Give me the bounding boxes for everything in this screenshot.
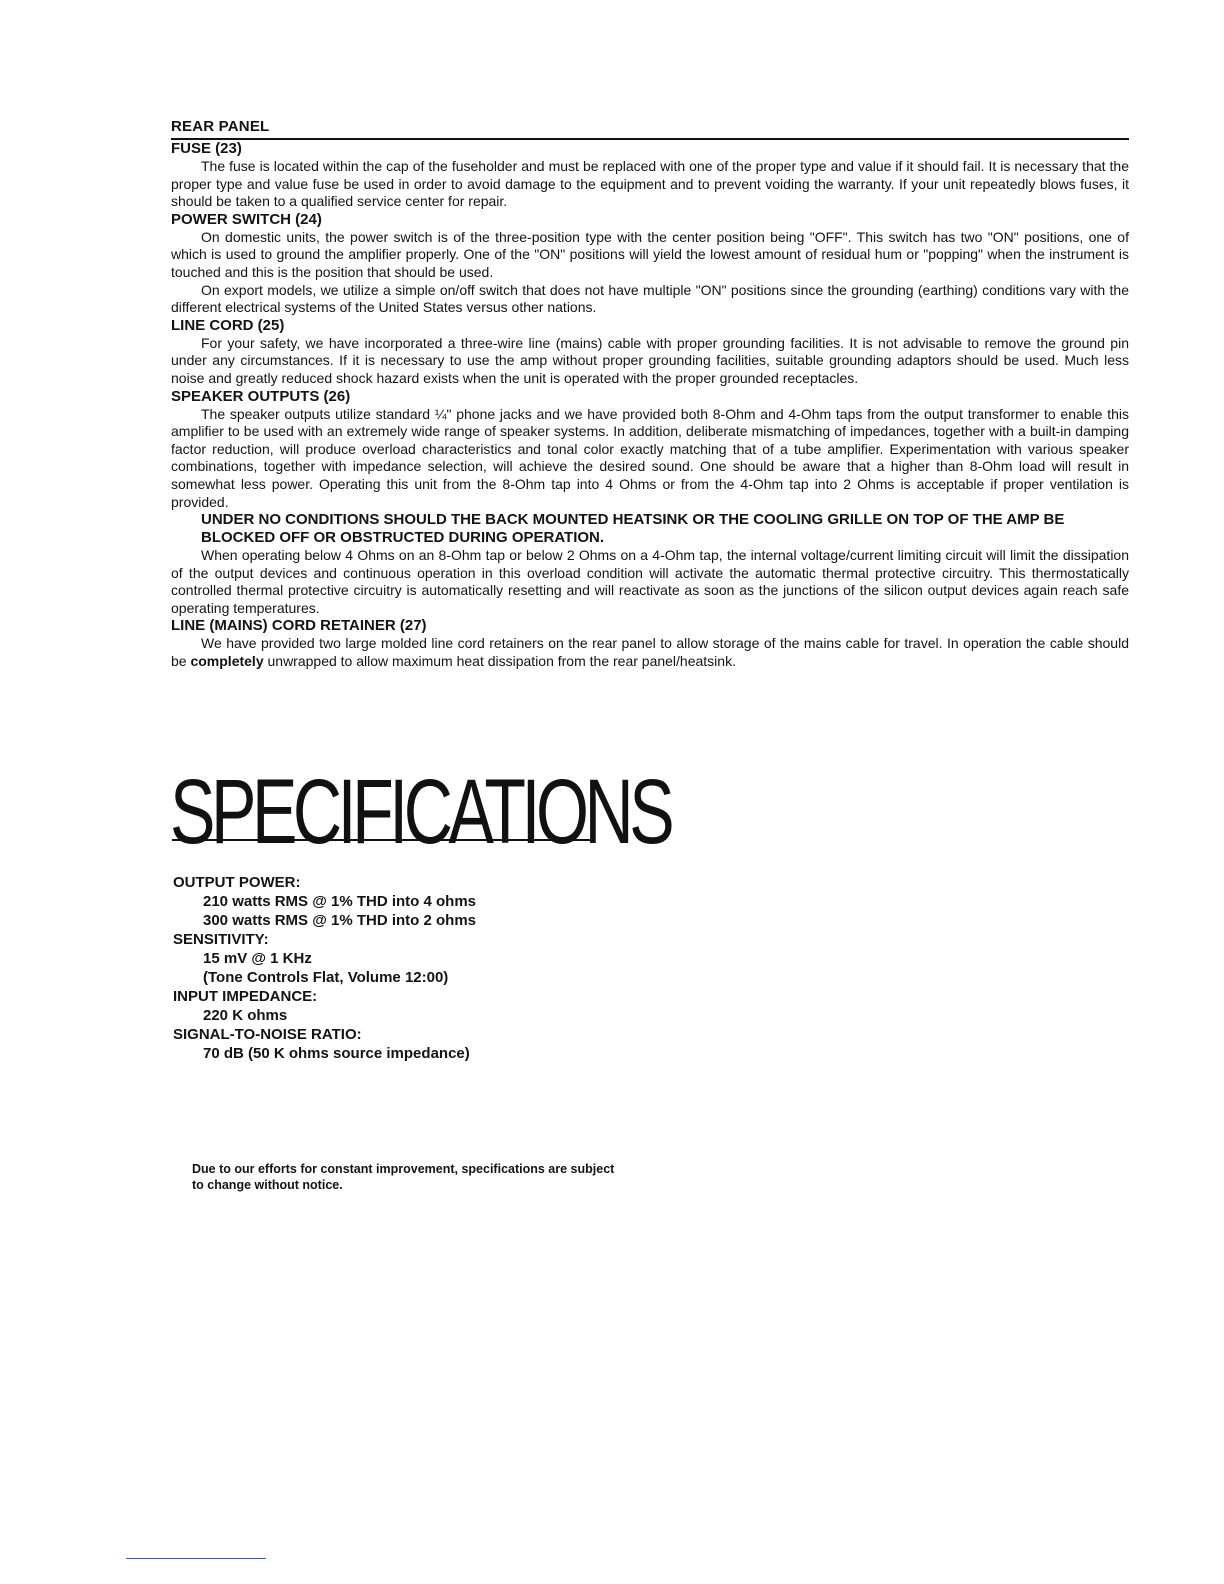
cord-retainer-text-start: We have provided two large molded line cord retainers on the rear panel to allow storage of the mains cable for travel. In operation the cable should be (171, 635, 1129, 670)
specifications-title: SPECIFICATIONS (170, 761, 671, 863)
speaker-outputs-paragraph-2: When operating below 4 Ohms on an 8-Ohm tap or below 2 Ohms on a 4-Ohm tap, the internal voltage/current limiting circuit will limit the dissipation of the output devices and continuous operation in this overload condition will activate the automatic thermal protective circuitry. This thermostatically controlled thermal protective circuitry is automatically resetting and will reactivate as soon as the junctions of the silicon output devices again reach safe operating temperatures. (171, 547, 1129, 616)
output-power-label: OUTPUT POWER: (173, 874, 301, 891)
sensitivity-value-1: 15 mV @ 1 KHz (203, 950, 312, 967)
specifications-rule (172, 839, 592, 841)
input-impedance-label: INPUT IMPEDANCE: (173, 988, 318, 1005)
fuse-heading: FUSE (23) (171, 140, 242, 157)
heatsink-warning: UNDER NO CONDITIONS SHOULD THE BACK MOUNTED HEATSINK OR THE COOLING GRILLE ON TOP OF THE AMP BE BLOCKED OFF OR OBSTRUCTED DURING OPERATION. (201, 511, 1065, 547)
line-cord-heading: LINE CORD (25) (171, 316, 285, 334)
power-switch-heading: POWER SWITCH (24) (171, 210, 322, 228)
specifications-list (173, 873, 673, 1063)
footer-rule (126, 1558, 266, 1559)
output-power-value-2: 300 watts RMS @ 1% THD into 2 ohms (203, 912, 477, 929)
snr-value: 70 dB (50 K ohms source impedance) (203, 1045, 470, 1062)
change-notice-line-2: to change without notice. (192, 1178, 343, 1192)
line-cord-paragraph: For your safety, we have incorporated a three-wire line (mains) cable with proper grounding facilities. It is not advisable to remove the ground pin under any circumstances. If it is necessary to use the amp without proper grounding facilities, suitable grounding adaptors should be used. Much less noise and greatly reduced shock hazard exists when the unit is operated with the proper grounded receptacles. (171, 334, 1129, 386)
cord-retainer-paragraph (171, 635, 1129, 670)
change-notice (192, 1161, 662, 1193)
cord-retainer-heading: LINE (MAINS) CORD RETAINER (27) (171, 617, 427, 635)
power-switch-paragraph-1: On domestic units, the power switch is of the three-position type with the center position being "OFF". This switch has two "ON" positions, one of which is used to ground the amplifier properly. One of the "ON" positions will yield the lowest amount of residual hum or "popping" when the instrument is touched and this is the position that should be used. (171, 228, 1129, 280)
output-power-value-1: 210 watts RMS @ 1% THD into 4 ohms (203, 893, 477, 910)
cord-retainer-text-end: unwrapped to allow maximum heat dissipation from the rear panel/heatsink. (263, 653, 736, 670)
sensitivity-label: SENSITIVITY: (173, 931, 269, 948)
section-heading-rear-panel: REAR PANEL (171, 118, 270, 135)
fuse-paragraph: The fuse is located within the cap of the fuseholder and must be replaced with one of the proper type and value if it should fail. It is necessary that the proper type and value fuse be used in order to avoid damage to the equipment and to prevent voiding the warranty. If your unit repeatedly blows fuses, it should be taken to a qualified service center for repair. (171, 158, 1129, 210)
speaker-outputs-heading: SPEAKER OUTPUTS (26) (171, 387, 351, 405)
change-notice-line-1: Due to our efforts for constant improvement, specifications are subject (192, 1162, 615, 1176)
cord-retainer-emphasis: completely (190, 653, 264, 670)
snr-label: SIGNAL-TO-NOISE RATIO: (173, 1026, 362, 1043)
rear-panel-section (171, 118, 1129, 671)
input-impedance-value: 220 K ohms (203, 1007, 288, 1024)
speaker-outputs-paragraph-1: The speaker outputs utilize standard ¼" phone jacks and we have provided both 8-Ohm and 4-Ohm taps from the output transformer to enable this amplifier to be used with an extremely wide range of speaker systems. In addition, deliberate mismatching of impedances, together with a built-in damping factor reduction, will produce overload characteristics and tonal color exactly matching that of a tube amplifier. Experimentation with various speaker combinations, together with impedance selection, will achieve the desired sound. One should be aware that a higher than 8-Ohm load will result in somewhat less power. Operating this unit from the 8-Ohm tap into 4 Ohms or from the 4-Ohm tap into 2 Ohms is acceptable if proper ventilation is provided. (171, 405, 1129, 510)
power-switch-paragraph-2: On export models, we utilize a simple on/off switch that does not have multiple "ON" positions since the grounding (earthing) conditions vary with the different electrical systems of the United States versus other nations. (171, 281, 1129, 316)
sensitivity-value-2: (Tone Controls Flat, Volume 12:00) (203, 969, 449, 986)
